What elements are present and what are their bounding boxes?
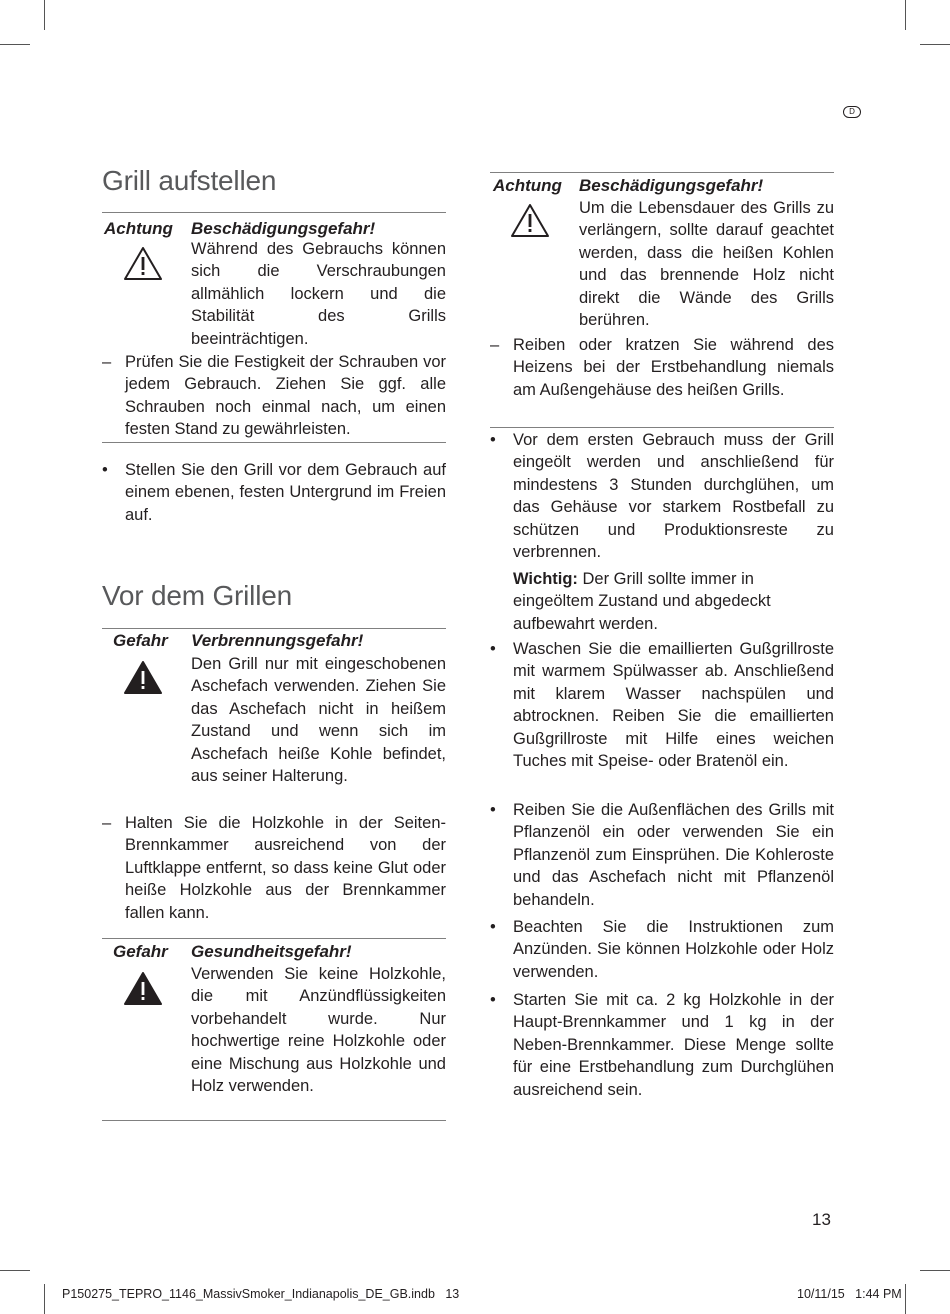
language-badge: D <box>843 106 861 118</box>
danger-title: Gesundheitsgefahr! <box>191 942 352 961</box>
footer-date-time: 10/11/15 1:44 PM <box>797 1287 902 1301</box>
important-text: Der Grill sollte immer in eingeöltem Zustand und abgedeckt aufbewahrt werden. <box>513 570 771 633</box>
warning-text: Während des Gebrauchs können sich die Verschraubungen allmählich lockern und die Stabilität des Grills beeinträchtigen. <box>191 240 446 348</box>
crop-mark <box>44 1284 45 1314</box>
danger-title: Verbrennungsgefahr! <box>191 631 364 650</box>
danger-text: Verwenden Sie keine Holzkohle, die mit Anzündflüssigkeiten vorbehandelt wurde. Nur hochwertige reine Holzkohle oder eine Mischung aus Holzkohle und Holz verwenden. <box>191 965 446 1096</box>
section-heading-grill-aufstellen: Grill aufstellen <box>102 165 277 196</box>
danger-filled-icon <box>123 971 163 1007</box>
page-number: 13 <box>812 1210 831 1229</box>
bullet-marker: • <box>490 640 496 658</box>
bullet-marker: • <box>102 461 108 479</box>
danger-text: Den Grill nur mit eingeschobenen Aschefach verwenden. Ziehen Sie das Aschefach nicht in heißem Zustand und wenn sich im Aschefach heiße Kohle befindet, aus seiner Halterung. <box>191 655 446 786</box>
dash-marker: – <box>490 336 500 354</box>
crop-mark <box>0 44 30 45</box>
danger-filled-icon <box>123 660 163 696</box>
dash-item: Reiben oder kratzen Sie während des Heizens bei der Erstbehandlung niemals am Außengehäuse des heißen Grills. <box>513 336 834 399</box>
crop-mark <box>44 0 45 30</box>
bullet-item: Reiben Sie die Außenflächen des Grills mit Pflanzenöl ein oder verwenden Sie ein Pflanzenöl zum Einsprühen. Die Kohleroste und das Aschefach nicht mit Pflanzenöl behandeln. <box>513 801 834 909</box>
bullet-marker: • <box>490 431 496 449</box>
dash-item: Halten Sie die Holzkohle in der Seiten-Brennkammer ausreichend von der Luftklappe entfernt, so dass keine Glut oder heiße Holzkohle aus der Brennkammer fallen kann. <box>125 814 446 922</box>
divider <box>102 1120 446 1121</box>
warning-outline-icon <box>123 246 163 282</box>
dash-marker: – <box>102 814 112 832</box>
warning-title: Beschädigungsgefahr! <box>579 176 764 195</box>
bullet-item: Starten Sie mit ca. 2 kg Holzkohle in der Haupt-Brennkammer und 1 kg in der Neben-Brennkammer. Diese Menge sollte für eine Erstbehandlung zum Durchglühen ausreichend sein. <box>513 991 834 1099</box>
crop-mark <box>0 1270 30 1271</box>
bullet-item: Beachten Sie die Instruktionen zum Anzünden. Sie können Holzkohle oder Holz verwenden. <box>513 918 834 981</box>
warning-label: Achtung <box>493 176 562 195</box>
bullet-item: Vor dem ersten Gebrauch muss der Grill eingeölt werden und anschließend für mindestens 3 Stunden durchglühen, um das Gehäuse vor starkem Rostbefall zu schützen und Produktionsreste zu verbrennen. <box>513 431 834 562</box>
warning-label: Achtung <box>104 219 173 238</box>
divider <box>102 212 446 213</box>
crop-mark <box>920 44 950 45</box>
dash-marker: – <box>102 353 112 371</box>
dash-item: Prüfen Sie die Festigkeit der Schrauben vor jedem Gebrauch. Ziehen Sie ggf. alle Schrauben noch einmal nach, um einen festen Stand zu gewährleisten. <box>125 353 446 439</box>
important-note <box>513 568 803 635</box>
section-heading-vor-dem-grillen: Vor dem Grillen <box>102 580 292 611</box>
danger-label: Gefahr <box>113 942 168 961</box>
divider <box>102 442 446 443</box>
warning-text: Um die Lebensdauer des Grills zu verlängern, sollte darauf geachtet werden, dass die heißen Kohlen und das brennende Holz nicht direkt die Wände des Grills berühren. <box>579 199 834 330</box>
bullet-item: Stellen Sie den Grill vor dem Gebrauch auf einem ebenen, festen Untergrund im Freien auf. <box>125 461 446 524</box>
important-label: Wichtig: <box>513 570 578 588</box>
warning-title: Beschädigungsgefahr! <box>191 219 376 238</box>
warning-outline-icon <box>510 203 550 239</box>
footer-file: P150275_TEPRO_1146_MassivSmoker_Indianapolis_DE_GB.indb 13 <box>62 1287 460 1301</box>
bullet-item: Waschen Sie die emaillierten Gußgrillroste mit warmem Spülwasser ab. Anschließend mit klarem Wasser nachspülen und abtrocknen. Reiben Sie die emaillierten Gußgrillroste mit Hilfe eines weichen Tuches mit Speise- oder Bratenöl ein. <box>513 640 834 771</box>
divider <box>490 172 834 173</box>
danger-label: Gefahr <box>113 631 168 650</box>
crop-mark <box>905 0 906 30</box>
divider <box>102 628 446 629</box>
bullet-marker: • <box>490 801 496 819</box>
divider <box>102 938 446 939</box>
crop-mark <box>905 1284 906 1314</box>
divider <box>490 427 834 428</box>
crop-mark <box>920 1270 950 1271</box>
bullet-marker: • <box>490 918 496 936</box>
bullet-marker: • <box>490 991 496 1009</box>
